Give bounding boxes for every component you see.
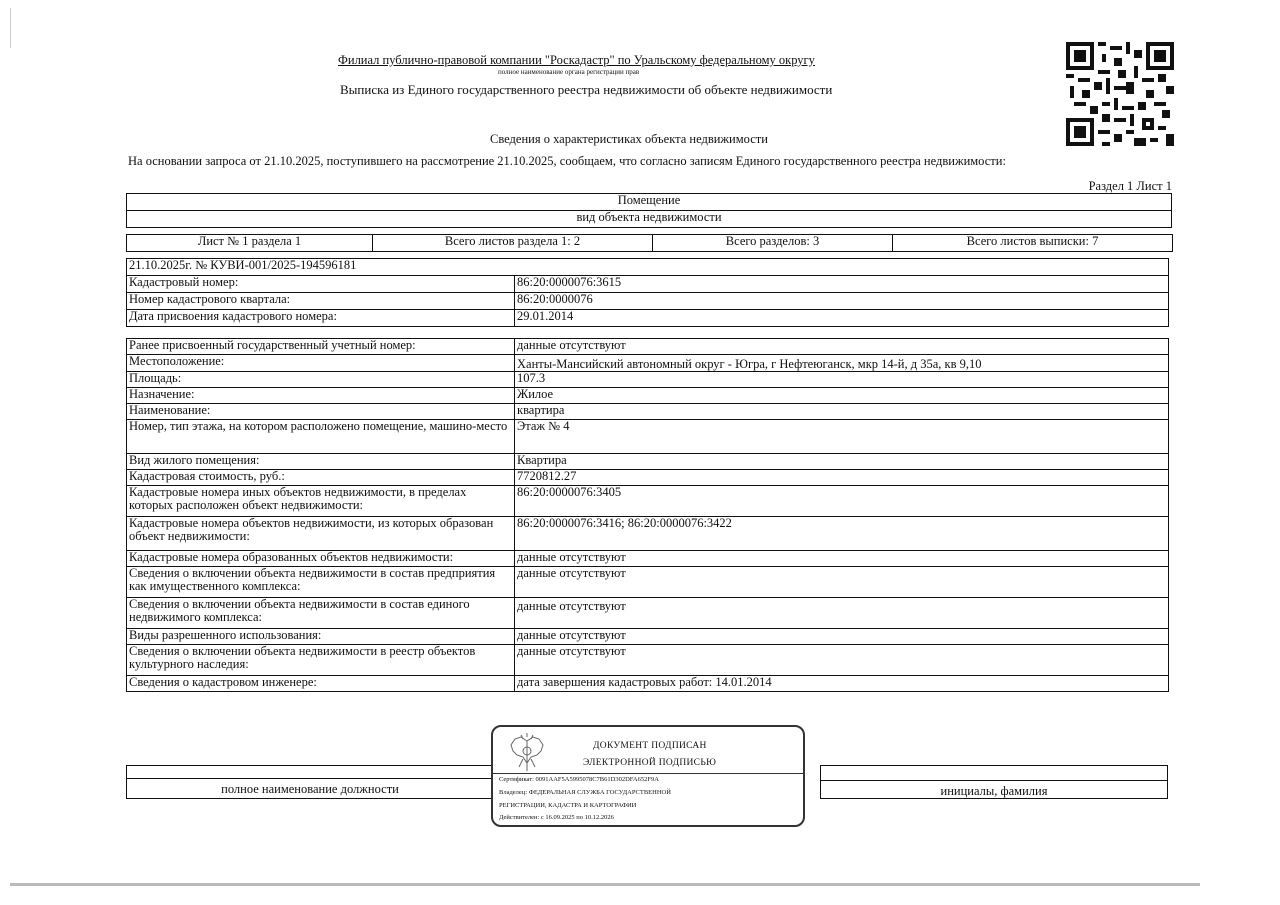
table-row	[127, 486, 1169, 517]
position-field	[126, 765, 494, 799]
table-row	[127, 293, 1169, 310]
total-sheets-extract: Всего листов выписки: 7	[893, 235, 1173, 252]
row-value: Этаж № 4	[515, 420, 1169, 454]
row-value: Жилое	[515, 388, 1169, 404]
table-row	[127, 598, 1169, 629]
row-value: 29.01.2014	[515, 310, 1169, 327]
row-label: Кадастровые номера объектов недвижимости, из которых образован объект недвижимости:	[127, 517, 515, 551]
row-label: Дата присвоения кадастрового номера:	[127, 310, 515, 327]
details-table	[126, 338, 1169, 692]
organization-caption: полное наименование органа регистрации прав	[498, 68, 640, 76]
table-row	[127, 676, 1169, 692]
document-title: Выписка из Единого государственного реестра недвижимости об объекте недвижимости	[340, 82, 833, 97]
table-row	[127, 372, 1169, 388]
scan-bottom-edge	[10, 883, 1200, 886]
object-kind-table	[126, 193, 1172, 228]
row-label: Сведения о включении объекта недвижимости в реестр объектов культурного наследия:	[127, 645, 515, 676]
row-label: Назначение:	[127, 388, 515, 404]
row-value: данные отсутствуют	[515, 567, 1169, 598]
row-label: Площадь:	[127, 372, 515, 388]
row-label: Кадастровые номера образованных объектов недвижимости:	[127, 551, 515, 567]
row-value: 7720812.27	[515, 470, 1169, 486]
row-label: Номер кадастрового квартала:	[127, 293, 515, 310]
object-kind-caption: вид объекта недвижимости	[127, 211, 1172, 228]
row-value: 107.3	[515, 372, 1169, 388]
table-row	[127, 310, 1169, 327]
table-row	[127, 517, 1169, 551]
row-label: Сведения о кадастровом инженере:	[127, 676, 515, 692]
row-value: данные отсутствуют	[515, 629, 1169, 645]
qr-code-icon	[1066, 42, 1174, 146]
table-row	[127, 355, 1169, 372]
scan-edge-line	[10, 8, 11, 48]
row-label: Сведения о включении объекта недвижимости в состав единого недвижимого комплекса:	[127, 598, 515, 629]
eagle-emblem-icon	[507, 733, 547, 777]
row-value: квартира	[515, 404, 1169, 420]
row-label: Вид жилого помещения:	[127, 454, 515, 470]
row-label: Виды разрешенного использования:	[127, 629, 515, 645]
row-label: Сведения о включении объекта недвижимости в состав предприятия как имущественного комплекса:	[127, 567, 515, 598]
row-label: Ранее присвоенный государственный учетный номер:	[127, 339, 515, 355]
stamp-owner-1: Владелец: ФЕДЕРАЛЬНАЯ СЛУЖБА ГОСУДАРСТВЕННОЙ	[499, 789, 671, 796]
row-value: данные отсутствуют	[515, 598, 1169, 629]
electronic-signature-stamp	[491, 725, 805, 827]
request-number: 21.10.2025г. № КУВИ-001/2025-194596181	[127, 259, 1169, 276]
row-value: 86:20:0000076:3615	[515, 276, 1169, 293]
sheets-table	[126, 234, 1173, 252]
row-value: 86:20:0000076	[515, 293, 1169, 310]
stamp-line-2: ЭЛЕКТРОННОЙ ПОДПИСЬЮ	[583, 758, 717, 768]
table-row	[127, 551, 1169, 567]
row-label: Кадастровый номер:	[127, 276, 515, 293]
row-label: Кадастровая стоимость, руб.:	[127, 470, 515, 486]
table-row	[127, 454, 1169, 470]
sheet-number: Лист № 1 раздела 1	[127, 235, 373, 252]
intro-text: На основании запроса от 21.10.2025, поступившего на рассмотрение 21.10.2025, сообщаем, что согласно записям Единого государственного реестра недвижимости:	[128, 154, 1006, 168]
stamp-valid: Действителен: с 16.09.2025 по 10.12.2026	[499, 814, 614, 821]
table-row	[127, 470, 1169, 486]
table-row	[127, 339, 1169, 355]
name-field	[820, 765, 1168, 799]
row-value: Квартира	[515, 454, 1169, 470]
row-label: Номер, тип этажа, на котором расположено помещение, машино-место	[127, 420, 515, 454]
stamp-line-1: ДОКУМЕНТ ПОДПИСАН	[593, 741, 707, 751]
total-sheets-section: Всего листов раздела 1: 2	[373, 235, 653, 252]
row-value: данные отсутствуют	[515, 339, 1169, 355]
table-row	[127, 645, 1169, 676]
table-row	[127, 404, 1169, 420]
table-row	[127, 629, 1169, 645]
document-subtitle: Сведения о характеристиках объекта недвижимости	[490, 132, 768, 146]
row-value: данные отсутствуют	[515, 551, 1169, 567]
stamp-certificate: Сертификат: 0091AAF5A5995078C7B61D302DFA652F9A	[499, 776, 659, 783]
row-value: Ханты-Мансийский автономный округ - Югра, г Нефтеюганск, мкр 14-й, д 35а, кв 9,10	[515, 355, 1169, 372]
total-sections: Всего разделов: 3	[653, 235, 893, 252]
organization-name: Филиал публично-правовой компании "Роскадастр" по Уральскому федеральному округу	[338, 53, 815, 67]
table-row	[127, 276, 1169, 293]
stamp-owner-2: РЕГИСТРАЦИИ, КАДАСТРА И КАРТОГРАФИИ	[499, 802, 637, 809]
section-page-label: Раздел 1 Лист 1	[1088, 179, 1172, 193]
table-row	[127, 420, 1169, 454]
row-label: Местоположение:	[127, 355, 515, 372]
row-value: данные отсутствуют	[515, 645, 1169, 676]
row-label: Кадастровые номера иных объектов недвижимости, в пределах которых расположен объект недвижимости:	[127, 486, 515, 517]
name-caption: инициалы, фамилия	[940, 784, 1048, 798]
row-value: 86:20:0000076:3405	[515, 486, 1169, 517]
row-value: дата завершения кадастровых работ: 14.01.2014	[515, 676, 1169, 692]
position-caption: полное наименование должности	[221, 782, 399, 796]
table-row	[127, 567, 1169, 598]
cadastral-id-table	[126, 258, 1169, 327]
row-value: 86:20:0000076:3416; 86:20:0000076:3422	[515, 517, 1169, 551]
row-label: Наименование:	[127, 404, 515, 420]
table-row	[127, 388, 1169, 404]
object-kind-value: Помещение	[127, 194, 1172, 211]
